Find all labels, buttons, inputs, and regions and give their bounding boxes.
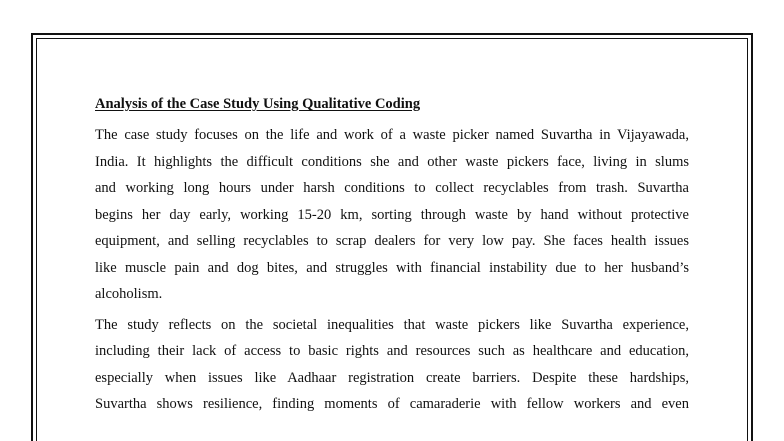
text-line: like muscle pain and dog bites, and struggles with financial instability due to her husband’s (95, 259, 689, 276)
section-heading: Analysis of the Case Study Using Qualitative Coding (95, 96, 421, 112)
text-line: The case study focuses on the life and work of a waste picker named Suvartha in Vijayawada, (95, 127, 689, 143)
text-line: India. It highlights the difficult conditions she and other waste pickers face, living in slums (95, 153, 689, 170)
text-line: and working long hours under harsh conditions to collect recyclables from trash. Suvartha (95, 180, 689, 196)
text-line: equipment, and selling recyclables to scrap dealers for very low pay. She faces health issues (95, 233, 689, 249)
text-line: begins her day early, working 15-20 km, sorting through waste by hand without protective (95, 206, 689, 223)
text-line: alcoholism. (95, 286, 163, 302)
text-line: including their lack of access to basic rights and resources such as healthcare and education, (95, 343, 689, 359)
paragraph-2 (95, 312, 689, 418)
text-line: The study reflects on the societal inequalities that waste pickers like Suvartha experience, (95, 316, 689, 333)
text-line: Suvartha shows resilience, finding moments of camaraderie with fellow workers and even (95, 396, 689, 412)
text-line: especially when issues like Aadhaar registration create barriers. Despite these hardships, (95, 369, 689, 386)
document-body (95, 93, 689, 422)
paragraph-1 (95, 122, 689, 308)
